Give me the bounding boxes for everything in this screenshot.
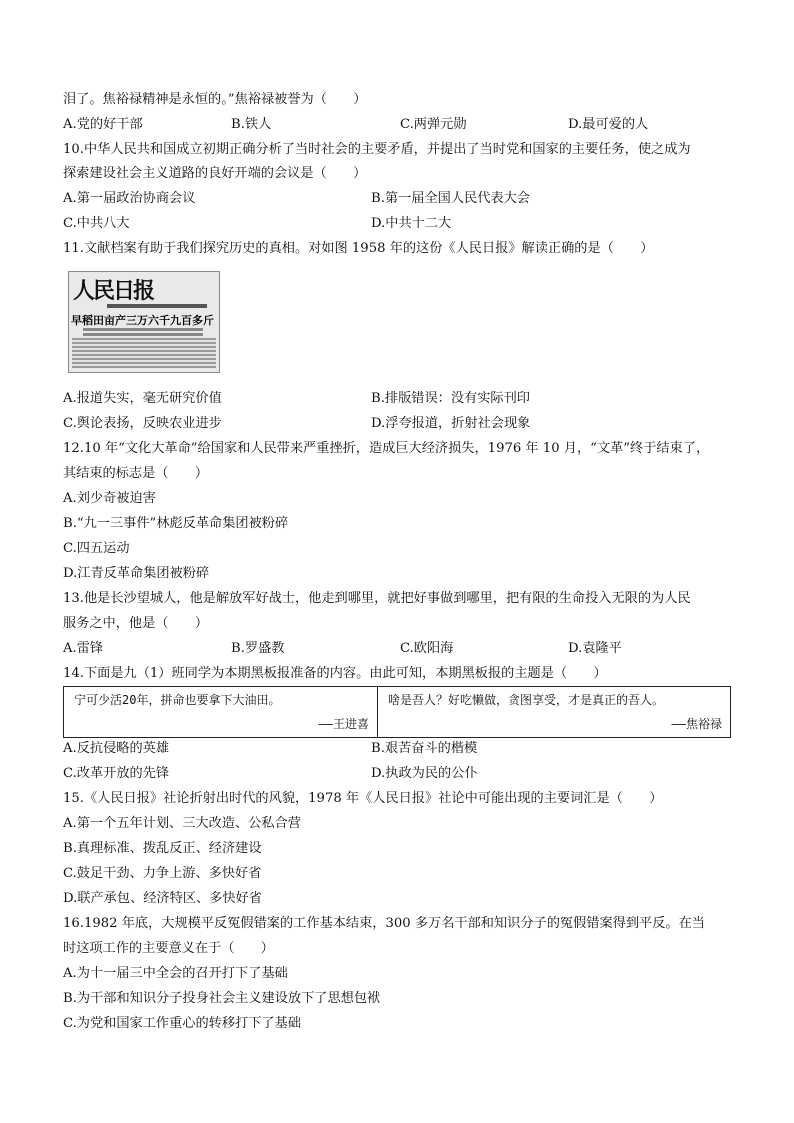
newspaper-rule [83,328,203,331]
question-11-options-row2 [63,414,743,434]
option-b: B.第一届全国人民代表大会 [371,191,530,206]
newspaper-image [68,271,220,373]
option-b: B.真理标准、拨乱反正、经济建设 [63,841,262,856]
option-c: C.鼓足干劲、力争上游、多快好省 [63,866,262,881]
question-12-stem-cont: 其结束的标志是（ ） [63,466,209,481]
newspaper-headline: 早稻田亩产三万六千九百多斤 [71,314,214,327]
option-c: C.欧阳海 [400,641,454,656]
quote-cell-right [378,687,730,737]
quote-author: ——王进喜 [318,717,369,731]
option-d: D.袁隆平 [568,641,622,656]
question-14-stem: 14.下面是九（1）班同学为本期黑板报准备的内容。由此可知，本期黑板报的主题是（ ） [63,666,607,681]
option-d: D.最可爱的人 [568,117,649,132]
quote-text: 啥是吾人？好吃懒做，贪图享受，才是真正的吾人。 [388,693,665,707]
option-a: A.第一个五年计划、三大改造、公私合营 [63,816,301,831]
option-a: A.为十一届三中全会的召开打下了基础 [63,966,288,981]
newspaper-rule [83,333,203,336]
option-a: A.反抗侵略的英雄 [63,741,170,756]
quote-text: 宁可少活20年，拼命也要拿下大油田。 [74,693,281,707]
option-c: C.两弹元勋 [400,117,467,132]
question-16-stem: 16.1982 年底，大规模平反冤假错案的工作基本结束，300 多万名干部和知识分子的冤假错案得到平反。在当 [63,916,705,931]
option-b: B.排版错误：没有实际刊印 [371,391,530,406]
newspaper-body-text [72,338,216,368]
option-d: D.联产承包、经济特区、多快好省 [63,891,262,906]
option-c: C.中共八大 [63,216,130,231]
blackboard-quote-table [63,686,731,738]
option-c: C.四五运动 [63,541,130,556]
question-15-stem: 15.《人民日报》社论折射出时代的风貌，1978 年《人民日报》社论中可能出现的主要词汇是（ ） [63,791,663,806]
option-c: C.改革开放的先锋 [63,766,170,781]
option-d: D.江青反革命集团被粉碎 [63,566,210,581]
quote-cell-left [64,687,378,737]
question-10-stem: 10.中华人民共和国成立初期正确分析了当时社会的主要矛盾，并提出了当时党和国家的主要任务，使之成为 [63,142,691,157]
question-14-options-row2 [63,764,743,784]
question-11-stem: 11.文献档案有助于我们探究历史的真相。对如图 1958 年的这份《人民日报》解读正确的是（ ） [63,241,654,256]
question-14-options-row1 [63,739,743,759]
option-b: B.艰苦奋斗的楷模 [371,741,478,756]
option-b: B.铁人 [231,117,272,132]
option-d: D.中共十二大 [371,216,452,231]
option-b: B.为干部和知识分子投身社会主义建设放下了思想包袱 [63,991,381,1006]
option-d: D.浮夸报道，折射社会现象 [371,416,531,431]
option-b: B.“九一三事件”林彪反革命集团被粉碎 [63,516,289,531]
question-13-stem: 13.他是长沙望城人，他是解放军好战士，他走到哪里，就把好事做到哪里，把有限的生命投入无限的为人民 [63,591,691,606]
option-a: A.报道失实，毫无研究价值 [63,391,222,406]
option-c: C.舆论表扬，反映农业进步 [63,416,222,431]
newspaper-masthead: 人民日报 [73,278,154,304]
question-11-options-row1 [63,389,743,409]
option-a: A.刘少奇被迫害 [63,491,156,506]
question-12-stem: 12.10 年“文化大革命”给国家和人民带来严重挫折，造成巨大经济损失，1976 年 10 月，“文革”终于结束了， [63,441,710,456]
question-10-options-row2 [63,214,743,234]
question-10-stem-cont: 探索建设社会主义道路的良好开端的会议是（ ） [63,166,367,181]
question-16-stem-cont: 时这项工作的主要意义在于（ ） [63,941,274,956]
quote-author: ——焦裕禄 [671,717,722,731]
question-13-stem-cont: 服务之中，他是（ ） [63,616,209,631]
option-a: A.第一届政治协商会议 [63,191,196,206]
option-b: B.罗盛教 [231,641,285,656]
option-a: A.党的好干部 [63,117,143,132]
question-10-options-row1 [63,189,743,209]
option-a: A.雷锋 [63,641,104,656]
option-d: D.执政为民的公仆 [371,766,478,781]
question-9-stem-end: 泪了。焦裕禄精神是永恒的。”焦裕禄被誉为（ ） [63,92,367,107]
question-13-options [63,639,743,659]
newspaper-subhead-bar [107,304,207,308]
option-c: C.为党和国家工作重心的转移打下了基础 [63,1016,301,1031]
question-9-options [63,115,743,135]
